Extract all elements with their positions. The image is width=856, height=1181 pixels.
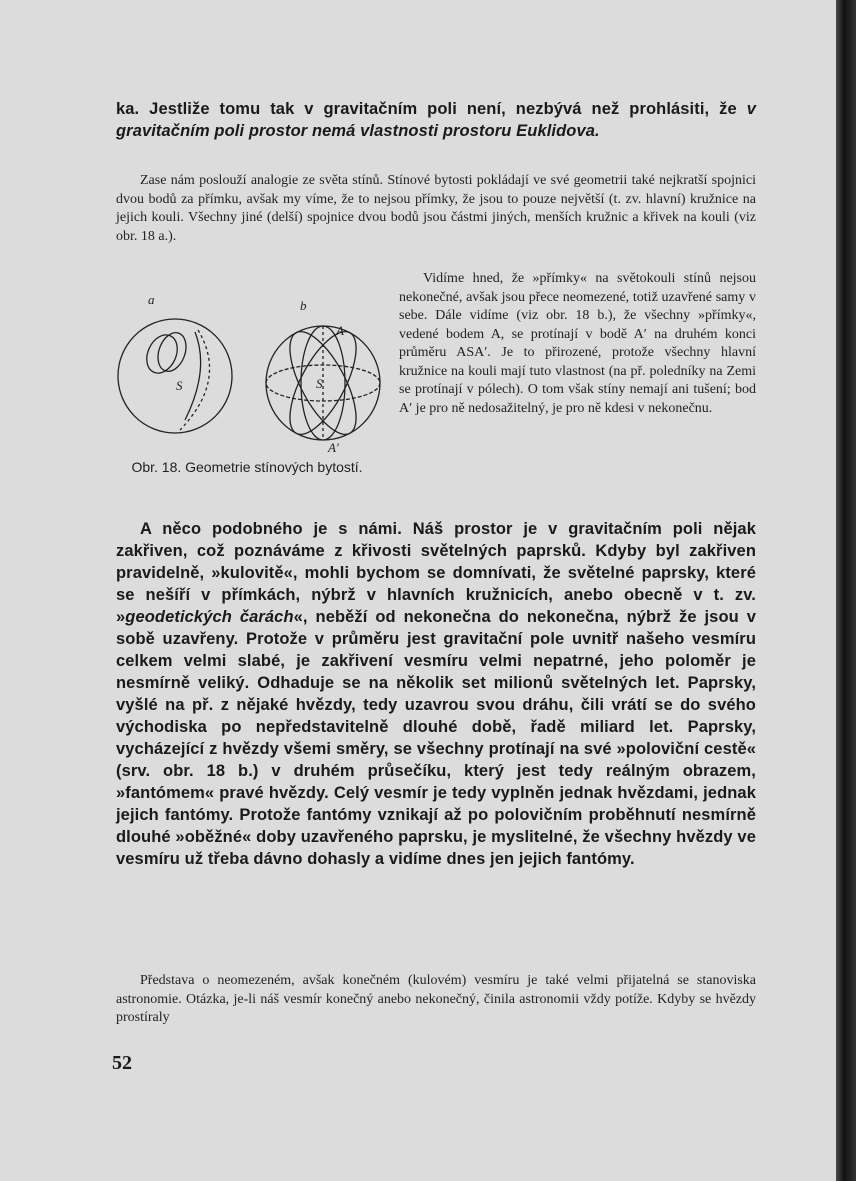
label-A-prime: A′ [328, 440, 339, 455]
label-S-a: S [176, 378, 183, 393]
right-column-paragraph: Vidíme hned, že »přímky« na světokouli stínů nejsou nekonečné, avšak jsou přece neomezené, totiž uzavřené samy v sebe. Dále vidíme (viz obr. 18 b.), že všechny »přímky«, vedené bodem A, se protínají v bodě A′ na druhém konci průměru ASA′. Je to přirozené, protože všechny hlavní kružnice na kouli mají tuto vlastnost (na př. poledníky na Zemi se protínají v pólech). O tom však stíny nemají ani tušení; bod A′ je pro ně nedosažitelný, je pro ně kdesi v nekonečnu. [399, 271, 756, 416]
meridian-a [180, 330, 210, 430]
sphere-a [118, 319, 232, 433]
main-text-1: A něco podobného je s námi. Náš prostor je v gravitačním poli nějak zakřiven, což poznáváme z křivosti světelných paprsků. Kdyby byl zakřiven pravidelně, »kulovitě«, mohli bychom se domnívati, že světelné paprsky, které se nešíří v přímkách, nýbrž v hlavních kružnicích, anebo obecně v t. zv. » [116, 520, 756, 626]
figure-18 [110, 290, 390, 455]
main-italic: geodetických čarách [125, 608, 294, 626]
label-S-b: S [316, 376, 323, 391]
shadow-analogy-paragraph: Zase nám poslouží analogie ze světa stínů. Stínové bytosti pokládají ve své geometrii také nejkratší spojnici dvou bodů za přímku, avšak my víme, že to nejsou přímky, že jsou to pouze největší (t. zv. hlavní) kružnice na jejich kouli. Všechny jiné (delší) spojnice dvou bodů jsou částmi jiných, menších kružnic a křivek na kouli (viz obr. 18 a.). [116, 173, 756, 244]
figure-caption: Obr. 18. Geometrie stínových bytostí. [131, 459, 363, 475]
great-circle-a [185, 332, 201, 420]
opening-text: ka. Jestliže tomu tak v gravitačním poli není, nezbývá než prohlásiti, že [116, 100, 747, 118]
opening-paragraph [116, 98, 756, 142]
book-binding-edge [836, 0, 856, 1181]
small-circle-a1 [141, 330, 183, 378]
main-paragraph [116, 518, 756, 870]
label-a: a [148, 292, 155, 307]
label-b: b [300, 298, 307, 313]
page-number: 52 [112, 1052, 132, 1074]
label-A: A [336, 323, 344, 338]
small-circle-a2 [153, 329, 191, 375]
main-text-2: «, neběží od nekonečna do nekonečna, nýbrž že jsou v sobě uzavřeny. Protože v průměru jest gravitační pole uvnitř našeho vesmíru celkem velmi slabé, je zakřivení vesmíru velmi nepatrné, jeho poloměr je nesmírně veliký. Odhaduje se na několik set milionů světelných let. Paprsky, vyšlé na př. z nějaké hvězdy, tedy uzavrou svou dráhu, čili vrátí se do svého východiska po nepředstavitelně dlouhé době, řadě miliard let. Paprsky, vycházející z hvězdy všemi směry, se všechny protínají na své »poloviční cestě« (srv. obr. 18 b.) v druhém průsečíku, který jest tedy reálným obrazem, »fantómem« pravé hvězdy. Celý vesmír je tedy vyplněn jednak hvězdami, jednak jejich fantómy. Protože fantómy vznikají až po polovičním proběhnutí nesmírně dlouhé »oběžné« doby uzavřeného paprsku, je myslitelné, že všechny hvězdy ve vesmíru už třeba dávno dohasly a vidíme dnes jen jejich fantómy. [116, 608, 756, 868]
opening-italic-text: v gravitačním poli prostor nemá vlastnosti prostoru Euklidova. [116, 100, 756, 140]
astronomy-paragraph: Představa o neomezeném, avšak konečném (kulovém) vesmíru je také velmi přijatelná se stanoviska astronomie. Otázka, je-li náš vesmír konečný anebo nekonečný, činila astronomii vždy potíže. Kdyby se hvězdy prostíraly [116, 973, 756, 1025]
